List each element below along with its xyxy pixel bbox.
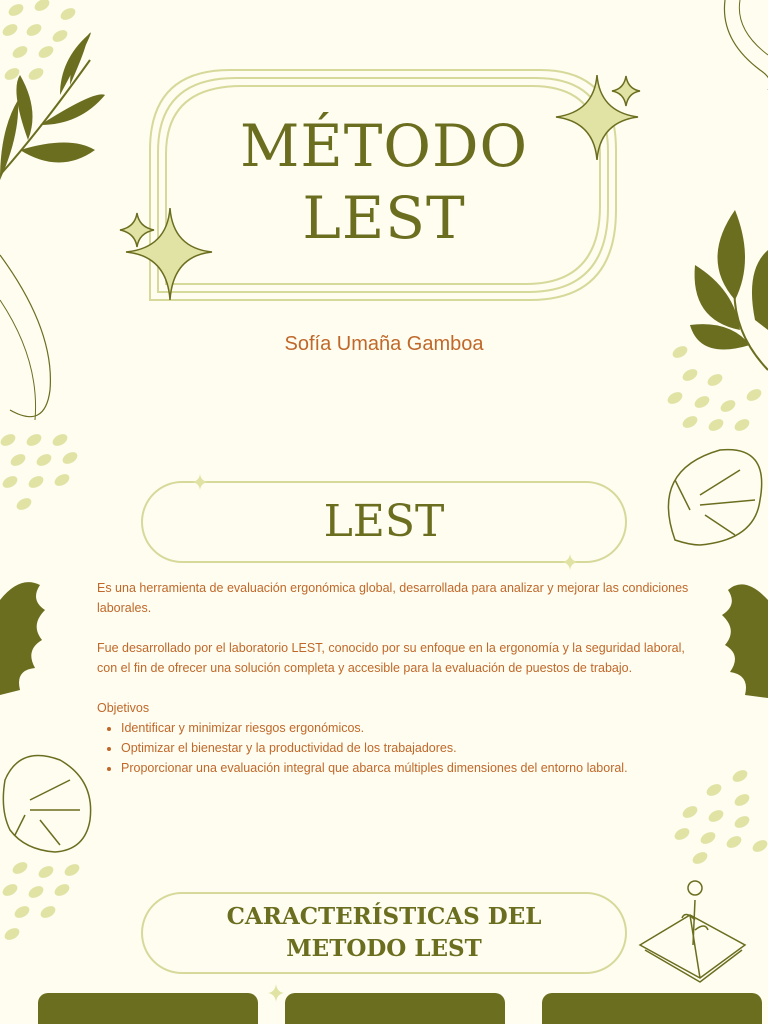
dots-left-mid [0,432,79,513]
title-line-2: LEST [302,184,466,252]
monstera-leaf-left [3,756,90,853]
characteristic-card-1 [38,993,258,1024]
dots-right [666,344,764,434]
oak-leaf-left [0,582,45,695]
dots-bottom-right [673,768,768,867]
list-item: • Identificar y minimizar riesgos ergonómicos. [121,718,707,738]
characteristics-section-heading [142,893,626,973]
list-item: • Optimizar el bienestar y la productividad de los trabajadores. [121,738,707,758]
dots-bottom-left [1,860,82,943]
author-name: Sofía Umaña Gamboa [284,333,484,355]
book-flower-icon [640,881,745,982]
characteristic-card-3 [542,993,762,1024]
characteristics-heading-line-2: METODO LEST [286,935,482,962]
title-line-1: MÉTODO [239,112,528,180]
lest-section-body [97,578,707,778]
characteristic-card-2 [285,993,505,1024]
objectives-label: Objetivos [97,701,150,715]
paragraph-description: Es una herramienta de evaluación ergonómica global, desarrollada para analizar y mejorar las condiciones laborales. [97,581,689,615]
lest-section-heading: LEST [323,496,445,547]
page-title [150,110,618,254]
objectives-list [97,718,707,778]
paragraph-origin: Fue desarrollado por el laboratorio LEST, conocido por su enfoque en la ergonomía y la seguridad laboral, con el fin de ofrecer una solución completa y accesible para la evaluación de puestos de trabajo. [97,641,685,675]
characteristics-heading-line-1: CARACTERÍSTICAS DEL [226,903,542,930]
monstera-leaf-right [668,450,761,545]
list-item: • Proporcionar una evaluación integral que abarca múltiples dimensiones del entorno laboral. [121,758,707,778]
vine-top-right [724,0,768,90]
oak-leaf-right [722,584,768,698]
